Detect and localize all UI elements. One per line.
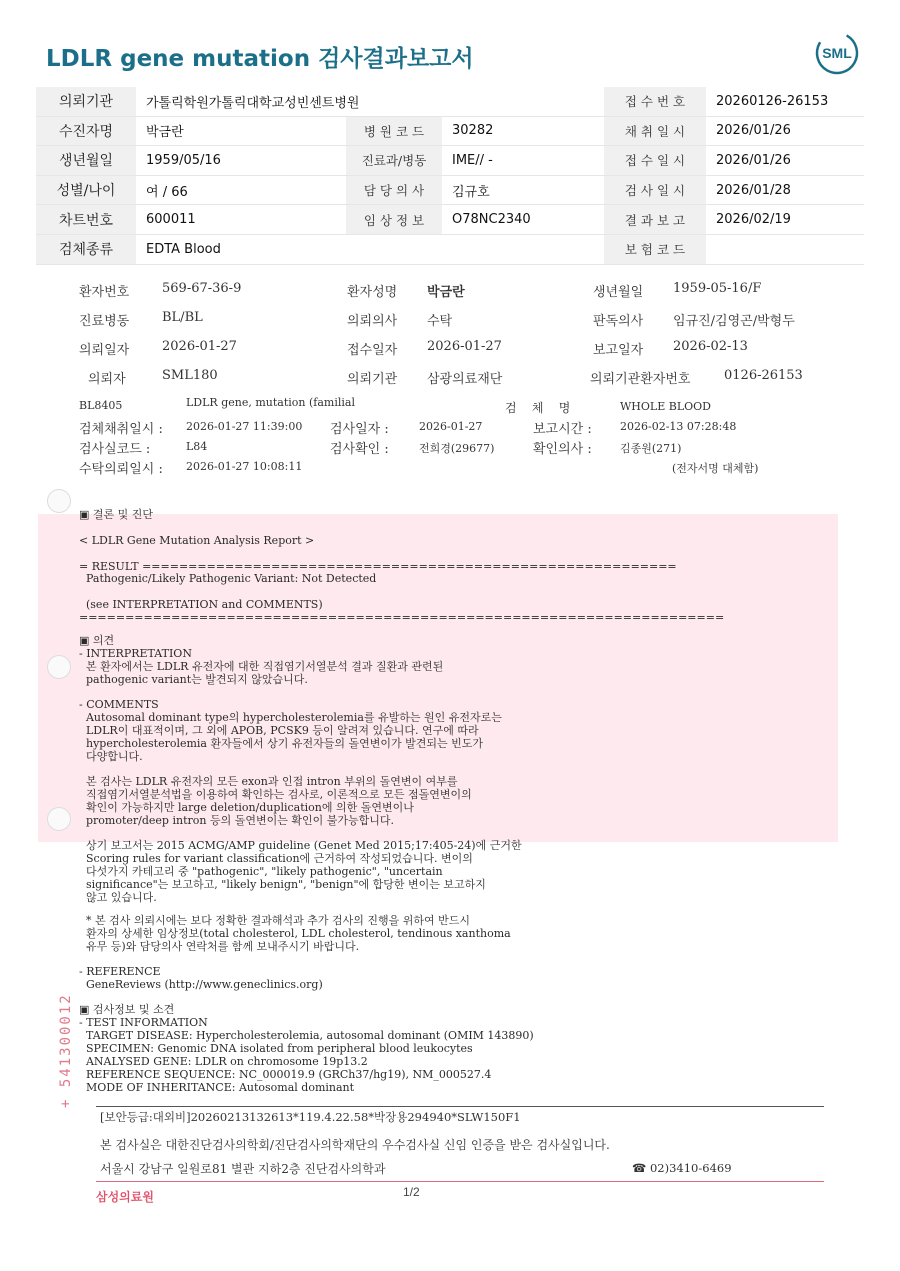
pg-value: 삼광의료재단	[427, 372, 503, 387]
sml-logo	[812, 30, 862, 76]
body-line: MODE OF INHERITANCE: Autosomal dominant	[79, 1081, 355, 1094]
body-line: * 본 검사 의뢰시에는 보다 정확한 결과해석과 추가 검사의 진행을 위하여 반드시	[79, 914, 470, 927]
certification-line: 본 검사실은 대한진단검사의학회/진단검사의학재단의 우수검사실 신임 인증을 받은 검사실입니다.	[100, 1138, 610, 1152]
body-line: SPECIMEN: Genomic DNA isolated from peripheral blood leukocytes	[79, 1042, 473, 1055]
body-line: - COMMENTS	[79, 698, 159, 711]
header-value: 박금란	[136, 116, 346, 146]
pg-label: 생년월일	[593, 285, 644, 300]
body-line: (see INTERPRETATION and COMMENTS)	[79, 598, 323, 611]
header-value: IME// -	[442, 146, 604, 176]
header-label: 차트번호	[36, 205, 136, 235]
header-value: 30282	[442, 116, 604, 146]
tb-value: 2026-01-27	[419, 420, 483, 433]
footer-red-rule	[96, 1181, 824, 1182]
body-line: ▣ 결론 및 진단	[79, 508, 154, 521]
pg-label: 의뢰의사	[347, 314, 398, 329]
body-line: 본 환자에서는 LDLR 유전자에 대한 직접염기서열분석 결과 질환과 관련된	[79, 660, 444, 673]
test-code: BL8405	[79, 399, 123, 412]
tb-value: 2026-01-27 11:39:00	[186, 420, 303, 433]
header-value: 2026/02/19	[706, 205, 864, 235]
body-line: GeneReviews (http://www.geneclinics.org)	[79, 978, 323, 991]
header-value: O78NC2340	[442, 205, 604, 235]
phone-line: ☎ 02)3410-6469	[632, 1161, 732, 1175]
body-line: 유무 등)와 담당의사 연락처를 함께 보내주시기 바랍니다.	[79, 940, 360, 953]
header-value: 600011	[136, 205, 346, 235]
header-label: 수진자명	[36, 116, 136, 146]
body-line: < LDLR Gene Mutation Analysis Report >	[79, 534, 315, 547]
body-line: 본 검사는 LDLR 유전자의 모든 exon과 인접 intron 부위의 돌연변이 여부를	[79, 775, 458, 788]
header-value	[706, 234, 864, 264]
header-label: 성별/나이	[36, 175, 136, 205]
tb-label: 검사확인 :	[330, 442, 389, 457]
header-value: 2026/01/28	[706, 175, 864, 205]
header-row	[36, 175, 864, 205]
pg-value: 수탁	[427, 314, 453, 329]
body-line: LDLR이 대표적이며, 그 외에 APOB, PCSK9 등이 알려져 있습니다. 연구에 따라	[79, 724, 479, 737]
header-label: 접 수 일 시	[604, 146, 706, 176]
tb-label: 보고시간 :	[533, 422, 592, 437]
test-name: LDLR gene, mutation (familial	[186, 396, 355, 409]
document-stamp: + 541300012	[58, 993, 74, 1108]
body-line: = RESULT ==========================================================	[79, 560, 677, 573]
header-label: 의뢰기관	[36, 87, 136, 116]
header-value: 2026/01/26	[706, 116, 864, 146]
pg-label: 환자번호	[79, 285, 130, 300]
header-value: 2026/01/26	[706, 146, 864, 176]
pg-label: 판독의사	[593, 314, 644, 329]
pg-value: 박금란	[427, 285, 465, 300]
header-label: 담 당 의 사	[346, 175, 442, 205]
pg-value: 0126-26153	[724, 368, 803, 383]
tb-label: 수탁의뢰일시 :	[79, 462, 163, 477]
header-label: 검체종류	[36, 234, 136, 264]
tb-value: L84	[186, 440, 208, 453]
pg-label: 의뢰일자	[79, 343, 130, 358]
header-row	[36, 116, 864, 146]
tb-label: 검사일자 :	[330, 422, 389, 437]
punch-hole	[47, 655, 71, 679]
header-row	[36, 234, 864, 264]
header-table	[36, 87, 864, 265]
address-line: 서울시 강남구 일원로81 별관 지하2층 진단검사의학과	[100, 1162, 386, 1176]
punch-hole	[47, 489, 71, 513]
header-row	[36, 146, 864, 176]
body-line: ▣ 검사정보 및 소견	[79, 1003, 175, 1016]
tb-value: 2026-02-13 07:28:48	[620, 420, 737, 433]
punch-hole	[47, 807, 71, 831]
header-label: 검 사 일 시	[604, 175, 706, 205]
tb-label: 확인의사 :	[533, 442, 592, 457]
header-value: 가톨릭학원가톨릭대학교성빈센트병원	[136, 87, 604, 116]
body-line: Pathogenic/Likely Pathogenic Variant: Not Detected	[79, 572, 377, 585]
body-line: ======================================================================	[79, 611, 725, 624]
tb-value: 김종원(271)	[620, 442, 682, 455]
body-line: 않고 있습니다.	[79, 891, 157, 904]
header-label: 임 상 정 보	[346, 205, 442, 235]
pg-value: 2026-01-27	[162, 339, 237, 354]
pg-value: 2026-02-13	[673, 339, 748, 354]
footer-rule	[96, 1106, 824, 1107]
security-line: [보안등급:대외비]20260213132613*119.4.22.58*박장용294940*SLW150F1	[100, 1110, 521, 1124]
hospital-logo-text: 삼성의료원	[96, 1190, 154, 1204]
specimen-label: 검 체 명	[505, 401, 571, 415]
header-value: 1959/05/16	[136, 146, 346, 176]
logo-text: SML	[822, 45, 852, 61]
body-line: ANALYSED GENE: LDLR on chromosome 19p13.2	[79, 1055, 368, 1068]
body-line: 확인이 가능하지만 large deletion/duplication에 의한 돌연변이나	[79, 801, 414, 814]
header-label: 병 원 코 드	[346, 116, 442, 146]
body-line: 다섯가지 카테고리 중 "pathogenic", "likely pathogenic", "uncertain	[79, 865, 443, 878]
specimen-value: WHOLE BLOOD	[620, 400, 711, 413]
pg-label: 환자성명	[347, 285, 398, 300]
body-line: 다양합니다.	[79, 750, 143, 763]
pg-value: 1959-05-16/F	[673, 281, 762, 296]
pg-label: 의뢰기관환자번호	[590, 372, 691, 387]
pg-value: 569-67-36-9	[162, 281, 242, 296]
body-line: - REFERENCE	[79, 965, 161, 978]
body-line: Scoring rules for variant classification에 근거하여 작성되었습니다. 변이의	[79, 852, 473, 865]
header-label: 생년월일	[36, 146, 136, 176]
body-line: - TEST INFORMATION	[79, 1016, 208, 1029]
body-line: REFERENCE SEQUENCE: NC_000019.9 (GRCh37/hg19), NM_000527.4	[79, 1068, 492, 1081]
body-line: - INTERPRETATION	[79, 647, 192, 660]
body-line: 상기 보고서는 2015 ACMG/AMP guideline (Genet Med 2015;17:405-24)에 근거한	[79, 839, 522, 852]
header-label: 채 취 일 시	[604, 116, 706, 146]
header-value: 김규호	[442, 175, 604, 205]
body-line: pathogenic variant는 발견되지 않았습니다.	[79, 673, 308, 686]
header-value: 여 / 66	[136, 175, 346, 205]
header-label: 접 수 번 호	[604, 87, 706, 116]
header-label: 보 험 코 드	[604, 234, 706, 264]
tb-label: 검사실코드 :	[79, 442, 151, 457]
pg-label: 의뢰자	[88, 372, 126, 387]
tb-value: 전희경(29677)	[419, 442, 495, 455]
header-value: 20260126-26153	[706, 87, 864, 116]
body-line: ▣ 의견	[79, 634, 115, 647]
pg-label: 접수일자	[347, 343, 398, 358]
pg-value: BL/BL	[162, 310, 203, 325]
body-line: promoter/deep intron 등의 돌연변이는 확인이 불가능합니다.	[79, 814, 394, 827]
header-value: EDTA Blood	[136, 234, 604, 264]
pg-label: 보고일자	[593, 343, 644, 358]
header-row	[36, 205, 864, 235]
body-line: Autosomal dominant type의 hypercholesterolemia를 유발하는 원인 유전자로는	[79, 711, 502, 724]
report-title: LDLR gene mutation 검사결과보고서	[46, 46, 474, 72]
page-number: 1/2	[403, 1185, 420, 1199]
tb-label: 검체채취일시 :	[79, 422, 163, 437]
pg-value: 2026-01-27	[427, 339, 502, 354]
pg-label: 의뢰기관	[347, 372, 398, 387]
e-signature-note: (전자서명 대체함)	[672, 462, 759, 475]
pg-label: 진료병동	[79, 314, 130, 329]
body-line: 환자의 상세한 임상정보(total cholesterol, LDL cholesterol, tendinous xanthoma	[79, 927, 511, 940]
body-line: hypercholesterolemia 환자들에서 상기 유전자들의 돌연변이가 발견되는 빈도가	[79, 737, 483, 750]
header-label: 진료과/병동	[346, 146, 442, 176]
body-line: 직접염기서열분석법을 이용하여 확인하는 검사로, 이론적으로 모든 점돌연변이의	[79, 788, 472, 801]
tb-value: 2026-01-27 10:08:11	[186, 460, 303, 473]
header-label: 결 과 보 고	[604, 205, 706, 235]
pg-value: 임규진/김영곤/박형두	[673, 314, 795, 329]
body-line: significance"는 보고하고, "likely benign", "benign"에 합당한 변이는 보고하지	[79, 878, 486, 891]
header-row	[36, 87, 864, 116]
pg-value: SML180	[162, 368, 218, 383]
body-line: TARGET DISEASE: Hypercholesterolemia, autosomal dominant (OMIM 143890)	[79, 1029, 534, 1042]
